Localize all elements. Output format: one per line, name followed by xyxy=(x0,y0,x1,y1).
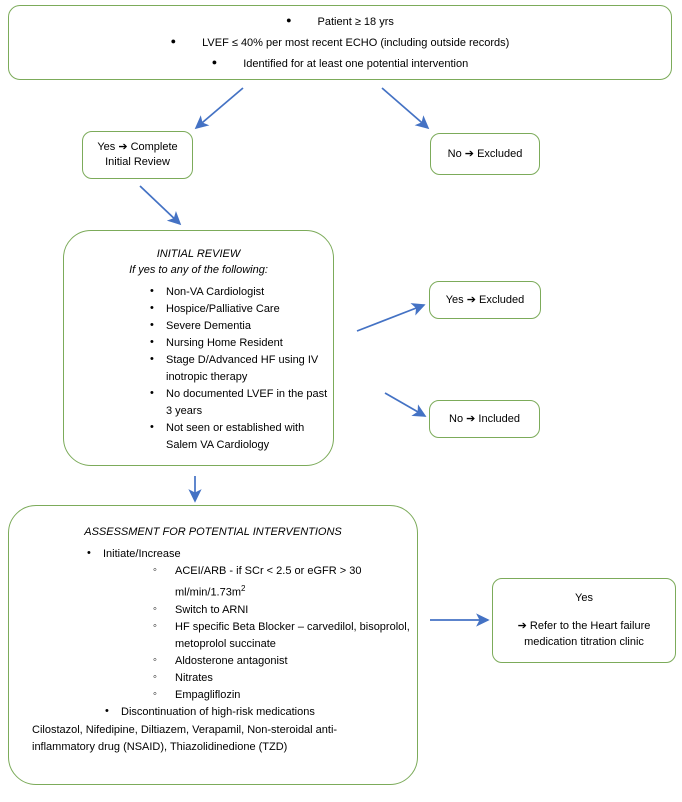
no-included-label: No ➔ Included xyxy=(449,412,520,425)
no-included-box xyxy=(429,400,540,438)
bullet-icon: ● xyxy=(211,57,218,67)
yes-excluded-label: Yes ➔ Excluded xyxy=(445,293,525,306)
initial-review-item: • Hospice/Palliative Care xyxy=(150,301,333,318)
no-excluded-label: No ➔ Excluded xyxy=(447,147,523,160)
arrow-criteria-to-no xyxy=(382,88,428,128)
initial-review-item: • Not seen or established with Salem VA Cardiology xyxy=(150,420,333,454)
criteria-item xyxy=(9,53,671,74)
initial-review-item: • Nursing Home Resident xyxy=(150,335,333,352)
initial-review-subtitle: If yes to any of the following: xyxy=(129,264,268,276)
criteria-item-label: Patient ≥ 18 yrs xyxy=(317,16,394,28)
intervention-item: ◦ Switch to ARNI xyxy=(153,602,417,619)
intervention-list xyxy=(103,563,417,704)
yes-complete-line1: Yes ➔ Complete xyxy=(97,141,178,153)
intervention-item: ◦ Nitrates xyxy=(153,670,417,687)
assessment-discontinuation-list: Cilostazol, Nifedipine, Diltiazem, Verapamil, Non-steroidal anti-inflammatory drug (NSAID), Thiazolidinedione (TZD) xyxy=(32,723,338,753)
no-excluded-box xyxy=(430,133,540,175)
initial-review-item: • Stage D/Advanced HF using IV inotropic therapy xyxy=(150,352,333,386)
yes-complete-line2: Initial Review xyxy=(105,156,170,168)
assessment-box xyxy=(8,505,418,785)
intervention-item xyxy=(153,563,417,602)
arrow-review-to-no-included xyxy=(385,393,425,416)
initial-review-title: INITIAL REVIEW xyxy=(156,248,241,260)
criteria-item-label: LVEF ≤ 40% per most recent ECHO (including outside records) xyxy=(202,37,510,49)
initial-review-list xyxy=(64,284,333,454)
refer-body-label: ➔ Refer to the Heart failure medication titration clinic xyxy=(517,619,651,648)
arrow-yes-to-initial-review xyxy=(140,186,180,224)
refer-yes-label: Yes xyxy=(575,591,593,604)
yes-complete-initial-review-box xyxy=(82,131,193,179)
intervention-item: ◦ HF specific Beta Blocker – carvedilol, bisoprolol, metoprolol succinate xyxy=(153,619,417,653)
intervention-item: ◦ Aldosterone antagonist xyxy=(153,653,417,670)
intervention-label: ACEI/ARB - if SCr < 2.5 or eGFR > 30 ml/min/1.73m xyxy=(175,565,362,599)
criteria-item xyxy=(9,32,671,53)
assessment-list xyxy=(9,546,417,721)
bullet-icon: ● xyxy=(170,36,177,46)
refer-box xyxy=(492,578,676,663)
initial-review-item: • No documented LVEF in the past 3 years xyxy=(150,386,333,420)
intervention-item: ◦ Empagliflozin xyxy=(153,687,417,704)
criteria-item-label: Identified for at least one potential intervention xyxy=(243,58,469,70)
assessment-initiate-item xyxy=(87,546,417,704)
assessment-title: ASSESSMENT FOR POTENTIAL INTERVENTIONS xyxy=(84,526,342,538)
assessment-discontinuation-item xyxy=(87,704,417,721)
initial-review-box xyxy=(63,230,334,466)
arrow-criteria-to-yes xyxy=(196,88,243,128)
intervention-superscript: 2 xyxy=(241,584,246,593)
assessment-discontinuation-label: • Discontinuation of high-risk medications xyxy=(121,706,315,718)
initial-review-item: • Severe Dementia xyxy=(150,318,333,335)
arrow-review-to-yes-excluded xyxy=(357,305,424,331)
criteria-list xyxy=(9,11,671,74)
initial-review-item: • Non-VA Cardiologist xyxy=(150,284,333,301)
yes-excluded-box xyxy=(429,281,541,319)
criteria-item xyxy=(9,11,671,32)
assessment-initiate-label: • Initiate/Increase xyxy=(103,548,181,560)
bullet-icon: ● xyxy=(286,15,292,25)
criteria-box xyxy=(8,5,672,80)
